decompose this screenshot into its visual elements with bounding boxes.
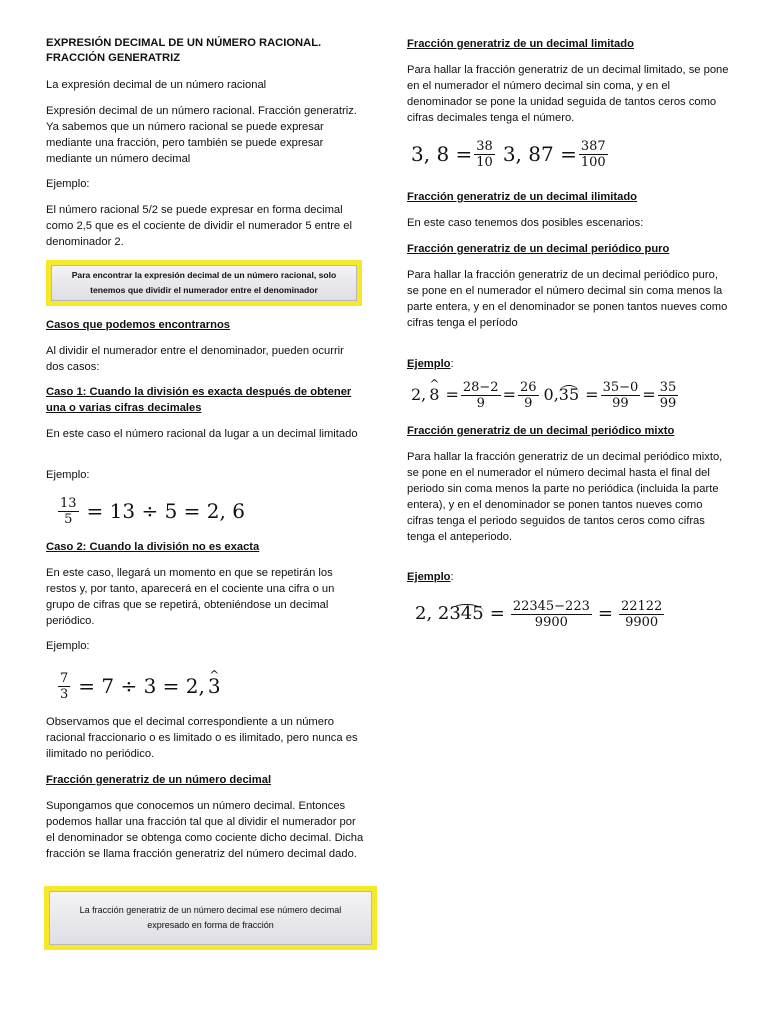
highlight-box-2	[44, 886, 377, 950]
repeating-digit: ^ 8	[429, 387, 439, 403]
heading-fraccion-generatriz: Fracción generatriz de un número decimal	[46, 774, 272, 786]
heading-casos: Casos que podemos encontrarnos	[46, 319, 231, 331]
observation-paragraph: Observamos que el decimal correspondiente a un número racional fraccionario o es limitado o es ilimitado, pero nunca es ilimitado no periódico.	[46, 716, 358, 760]
fraction-denominator: 3	[60, 686, 69, 702]
repeating-digits: 35	[558, 385, 580, 404]
heading-periodico-puro: Fracción generatriz de un decimal periódico puro	[407, 243, 670, 255]
ilimitado-paragraph: En este caso tenemos dos posibles escenarios:	[407, 217, 644, 229]
heading-caso-1: Caso 1: Cuando la división es exacta después de obtener una o varias cifras decimales	[46, 386, 352, 414]
heading-decimal-ilimitado: Fracción generatriz de un decimal ilimitado	[407, 191, 638, 203]
heading-decimal-limitado: Fracción generatriz de un decimal limitado	[407, 38, 634, 50]
equation-13-over-5	[56, 494, 245, 528]
fraction: $\frac{38}{10}$	[476, 138, 493, 170]
heading-periodico-mixto: Fracción generatriz de un decimal periódico mixto	[407, 425, 675, 437]
equation-7-over-3	[56, 669, 221, 703]
puro-paragraph: Para hallar la fracción generatriz de un decimal periódico puro, se pone en el numerador el número decimal sin coma menos la parte entera, y en el denominador se ponen tantos nueves como cifras tenga el período	[407, 269, 728, 329]
mixto-paragraph: Para hallar la fracción generatriz de un decimal periódico mixto, se pone en el numerador el número decimal hasta el final del periodo sin coma menos la parte no periódica (incluida la parte entera), y en el denominador se ponen tantos nueves como cifras tenga el periodo seguidos de tantos ceros como cifras tenga el anteperiodo.	[407, 451, 723, 543]
casos-paragraph: Al dividir el numerador entre el denominador, pueden ocurrir dos casos:	[46, 345, 344, 373]
description-paragraph: Expresión decimal de un número racional. Fracción generatriz. Ya sabemos que un número racional se puede expresar mediante una fracción, pero también se puede expresar mediante un número decimal	[46, 105, 357, 165]
fraction: $\frac{22345-223}{9900}$	[512, 598, 590, 630]
fraction-numerator: 7	[60, 670, 69, 686]
fraction	[58, 672, 70, 701]
intro-paragraph: La expresión decimal de un número racional	[46, 79, 267, 91]
example-label-2: Ejemplo:	[46, 469, 90, 481]
equation-middle: = 7 ÷ 3 = 2,	[78, 674, 205, 698]
equation-periodico-puro: 2, ^ 8 = $\frac{28-2}{9}$ = $\frac{26}{9}$ 0, 35 = $\frac{35-0}{99}$ = $\frac{35}{99}$	[411, 380, 680, 410]
repeating-digits: 345	[449, 603, 484, 624]
title-line-1: EXPRESIÓN DECIMAL DE UN NÚMERO RACIONAL.	[46, 37, 322, 49]
caso-1-paragraph: En este caso el número racional da lugar a un decimal limitado	[46, 428, 358, 440]
highlight-box-2-text: La fracción generatriz de un número decimal ese número decimal expresado en forma de fracción	[49, 891, 372, 945]
equation-rest: = 13 ÷ 5 = 2, 6	[86, 499, 245, 523]
title-line-2: FRACCIÓN GENERATRIZ	[46, 52, 181, 64]
fraction: $\frac{387}{100}$	[580, 138, 606, 170]
equation-periodico-mixto: 2, 2 345 = $\frac{22345-223}{9900}$ = $\frac{22122}{9900}$	[415, 598, 663, 630]
fraction: $\frac{26}{9}$	[519, 379, 537, 411]
caso-2-paragraph: En este caso, llegará un momento en que se repetirán los restos y, por tanto, aparecerá en el cociente una cifra o un grupo de cifras que se repetirá, obteniéndose un decimal periódico.	[46, 567, 335, 627]
fraction-numerator: 13	[60, 495, 77, 511]
fraction	[58, 497, 79, 526]
heading-caso-2: Caso 2: Cuando la división no es exacta	[46, 541, 260, 553]
repeating-digit: ^ 3	[208, 678, 221, 694]
fraccion-paragraph: Supongamos que conocemos un número decimal. Entonces podemos hallar una fracción tal que al dividir el numerador por el denominador se obtenga como cociente dicho decimal. Dicha fracción se llama fracción generatriz del número decimal dado.	[46, 800, 364, 860]
fraction: $\frac{35}{99}$	[659, 379, 677, 411]
example-label-4: Ejemplo:	[407, 358, 454, 370]
limitado-paragraph: Para hallar la fracción generatriz de un decimal limitado, se pone en el numerador el número decimal sin coma, y en el denominador se pone la unidad seguida de tantos ceros como cifras decimales tenga el número.	[407, 64, 729, 124]
example-paragraph: El número racional 5/2 se puede expresar en forma decimal como 2,5 que es el cociente de dividir el numerador 5 entre el denominador 2.	[46, 204, 352, 248]
fraction: $\frac{22122}{9900}$	[620, 598, 663, 630]
document-title	[46, 36, 364, 66]
fraction: $\frac{35-0}{99}$	[602, 379, 639, 411]
highlight-box-1-text: Para encontrar la expresión decimal de un número racional, solo tenemos que dividir el numerador entre el denominador	[51, 265, 357, 301]
example-label-1: Ejemplo:	[46, 178, 90, 190]
highlight-box-1	[46, 260, 362, 306]
example-label-5: Ejemplo:	[407, 571, 454, 583]
fraction-denominator: 5	[64, 511, 73, 527]
fraction: $\frac{28-2}{9}$	[462, 379, 499, 411]
example-label-3: Ejemplo:	[46, 640, 90, 652]
equation-decimal-limitado: 3, 8 = $\frac{38}{10}$ 3, 87 = $\frac{387}{100}$	[411, 138, 606, 170]
